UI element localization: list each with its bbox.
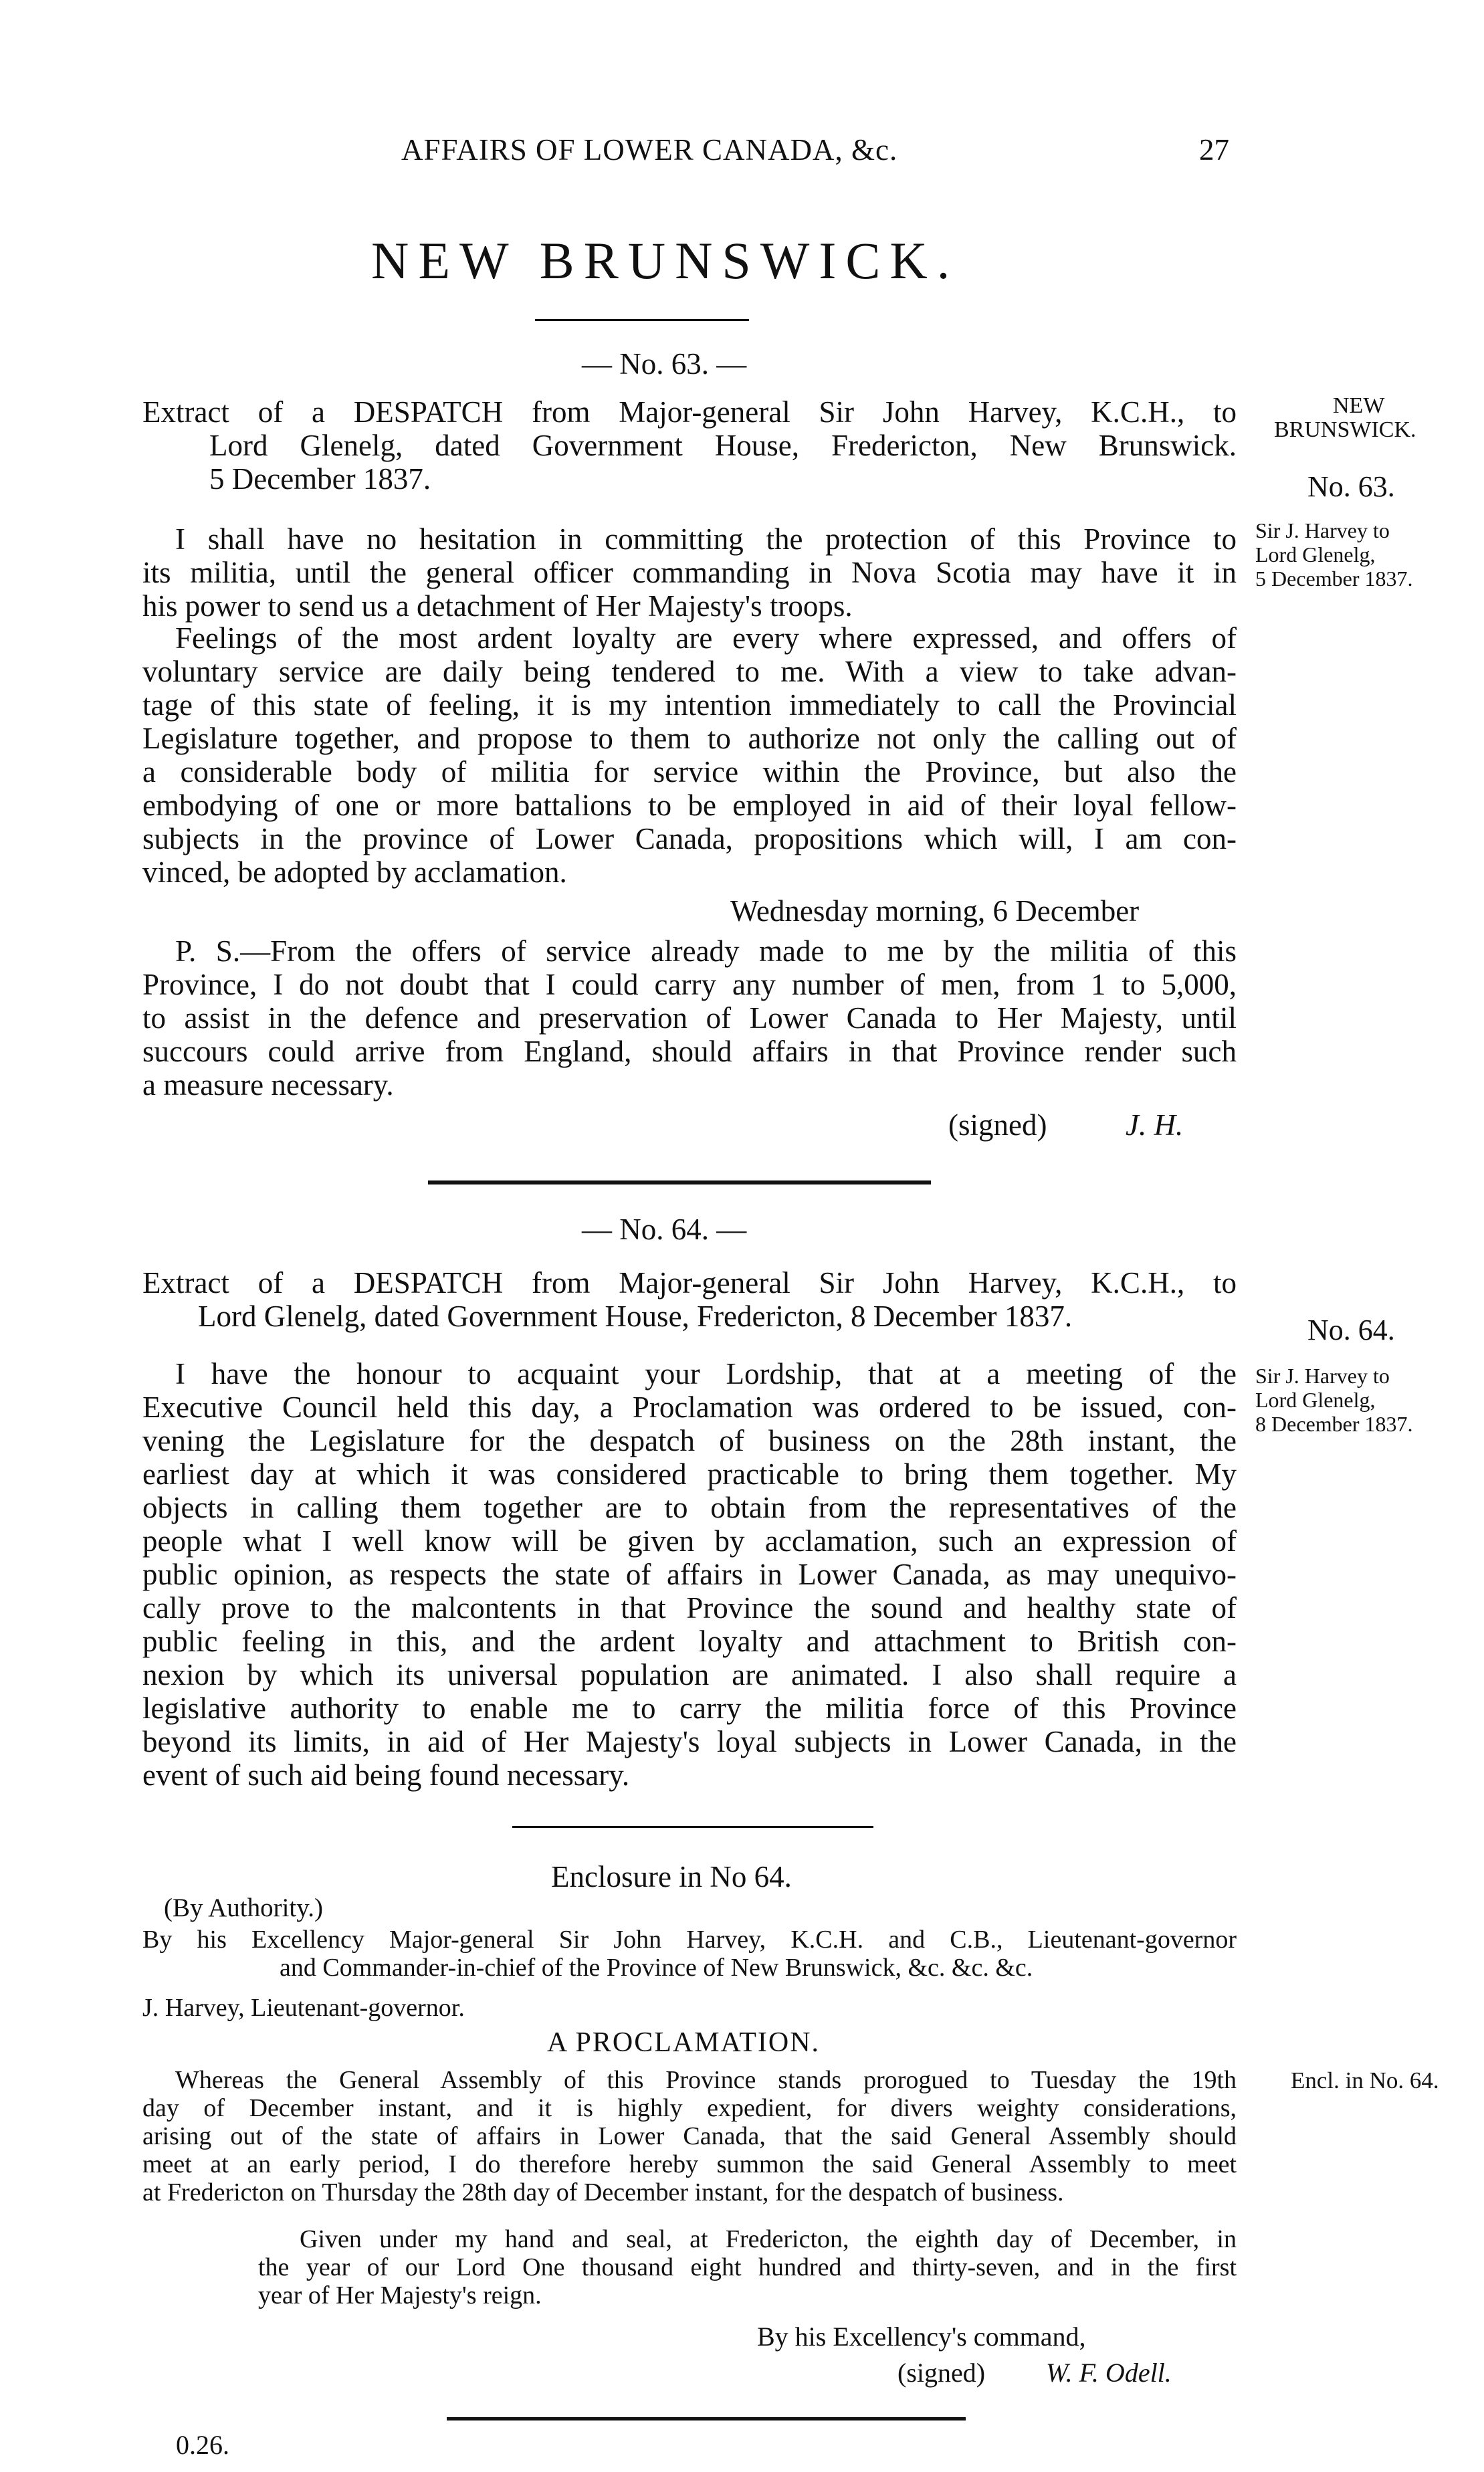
margin-number-64: No. 64. [1307, 1314, 1395, 1346]
section-title: NEW BRUNSWICK. [371, 231, 960, 290]
by-authority: (By Authority.) [164, 1893, 323, 1922]
text-line: at Fredericton on Thursday the 28th day of December instant, for the despatch of business. [142, 2178, 1064, 2206]
enclosure-signatory: J. Harvey, Lieutenant-governor. [142, 1994, 465, 2022]
text-line: vinced, be adopted by acclamation. [142, 855, 567, 889]
margin-note-enclosure: Encl. in No. 64. [1291, 2067, 1439, 2093]
despatch-63-number: — No. 63. — [582, 347, 747, 381]
despatch-64-heading-line-1: Extract of a DESPATCH from Major-general Sir John Harvey, K.C.H., to [142, 1266, 1237, 1300]
margin-note-64-line-1: Sir J. Harvey to [1255, 1364, 1390, 1388]
footer-rule [447, 2417, 966, 2420]
text-line: year of Her Majesty's reign. [258, 2281, 542, 2309]
by-line-2: and Commander-in-chief of the Province of New Brunswick, &c. &c. &c. [280, 1954, 1033, 1982]
text-line: beyond its limits, in aid of Her Majesty's loyal subjects in Lower Canada, in the [142, 1725, 1237, 1758]
text-line: event of such aid being found necessary. [142, 1758, 630, 1792]
title-rule [535, 319, 749, 321]
by-line-1: By his Excellency Major-general Sir John Harvey, K.C.H. and C.B., Lieutenant-governor [142, 1926, 1237, 1954]
text-line: Executive Council held this day, a Proclamation was ordered to be issued, con- [142, 1390, 1237, 1424]
text-line: earliest day at which it was considered practicable to bring them together. My [142, 1457, 1237, 1491]
text-line: people what I well know will be given by acclamation, such an expression of [142, 1524, 1237, 1558]
despatch-63-dateline: Wednesday morning, 6 December [730, 894, 1140, 928]
text-line: cally prove to the malcontents in that Province the sound and healthy state of [142, 1591, 1237, 1625]
text-line: P. S.—From the offers of service already made to me by the militia of this [175, 934, 1237, 968]
despatch-63-heading-line-3: 5 December 1837. [209, 462, 431, 496]
text-line: public opinion, as respects the state of affairs in Lower Canada, as may unequivo- [142, 1558, 1237, 1591]
text-line: arising out of the state of affairs in Lower Canada, that the said General Assembly should [142, 2122, 1237, 2150]
running-title: AFFAIRS OF LOWER CANADA, &c. [401, 133, 898, 167]
text-line: a measure necessary. [142, 1068, 394, 1102]
text-line: legislative authority to enable me to carry the militia force of this Province [142, 1691, 1237, 1725]
text-line: public feeling in this, and the ardent loyalty and attachment to British con- [142, 1625, 1237, 1658]
margin-number-63: No. 63. [1307, 470, 1395, 503]
enclosure-signature: W. F. Odell. [1046, 2358, 1172, 2388]
text-line: objects in calling them together are to obtain from the representatives of the [142, 1491, 1237, 1524]
despatch-63-signed-label: (signed) [948, 1108, 1047, 1142]
text-line: I have the honour to acquaint your Lordship, that at a meeting of the [175, 1357, 1237, 1390]
despatch-64-heading-line-2: Lord Glenelg, dated Government House, Fredericton, 8 December 1837. [198, 1300, 1073, 1333]
text-line: nexion by which its universal population are animated. I also shall require a [142, 1658, 1237, 1691]
text-line: succours could arrive from England, should affairs in that Province render such [142, 1035, 1237, 1068]
despatch-64-number: — No. 64. — [582, 1213, 747, 1246]
despatch-63-heading-line-2: Lord Glenelg, dated Government House, Fredericton, New Brunswick. [209, 429, 1237, 462]
text-line: its militia, until the general officer commanding in Nova Scotia may have it in [142, 556, 1237, 589]
text-line: Whereas the General Assembly of this Province stands prorogued to Tuesday the 19th [175, 2066, 1237, 2094]
text-line: vening the Legislature for the despatch of business on the 28th instant, the [142, 1424, 1237, 1457]
text-line: Feelings of the most ardent loyalty are every where expressed, and offers of [175, 621, 1237, 655]
text-line: the year of our Lord One thousand eight hundred and thirty-seven, and in the first [258, 2253, 1237, 2281]
despatch-63-heading-line-1: Extract of a DESPATCH from Major-general Sir John Harvey, K.C.H., to [142, 395, 1237, 429]
margin-note-64-line-3: 8 December 1837. [1255, 1412, 1413, 1436]
folio-number: 0.26. [176, 2430, 229, 2460]
margin-note-64-line-2: Lord Glenelg, [1255, 1388, 1376, 1412]
text-line: meet at an early period, I do therefore hereby summon the said General Assembly to meet [142, 2150, 1237, 2178]
enclosure-rule [512, 1826, 873, 1828]
text-line: a considerable body of militia for service within the Province, but also the [142, 755, 1237, 789]
text-line: to assist in the defence and preservation of Lower Canada to Her Majesty, until [142, 1001, 1237, 1035]
text-line: his power to send us a detachment of Her Majesty's troops. [142, 589, 853, 623]
text-line: tage of this state of feeling, it is my intention immediately to call the Provincial [142, 688, 1237, 722]
margin-note-63-line-2: Lord Glenelg, [1255, 542, 1376, 566]
text-line: subjects in the province of Lower Canada, propositions which will, I am con- [142, 822, 1237, 855]
margin-note-63-line-1: Sir J. Harvey to [1255, 518, 1390, 542]
text-line: Given under my hand and seal, at Fredericton, the eighth day of December, in [300, 2225, 1237, 2253]
text-line: embodying of one or more battalions to be employed in aid of their loyal fellow- [142, 789, 1237, 822]
enclosure-title: Enclosure in No 64. [551, 1860, 792, 1893]
text-line: Province, I do not doubt that I could carry any number of men, from 1 to 5,000, [142, 968, 1237, 1001]
text-line: I shall have no hesitation in committing the protection of this Province to [175, 522, 1237, 556]
text-line: Legislature together, and propose to them to authorize not only the calling out of [142, 722, 1237, 755]
text-line: voluntary service are daily being tendered to me. With a view to take advan- [142, 655, 1237, 688]
margin-province-line-2: BRUNSWICK. [1274, 417, 1416, 442]
proclamation-title: A PROCLAMATION. [547, 2027, 821, 2058]
section-rule [428, 1180, 931, 1184]
enclosure-signed-label: (signed) [897, 2358, 986, 2388]
margin-note-63-line-3: 5 December 1837. [1255, 566, 1413, 591]
excellency-command: By his Excellency's command, [757, 2322, 1086, 2352]
text-line: day of December instant, and it is highly expedient, for divers weighty considerations, [142, 2094, 1237, 2122]
despatch-63-signature: J. H. [1126, 1108, 1184, 1142]
margin-province-line-1: NEW [1333, 393, 1385, 418]
page-number: 27 [1199, 133, 1229, 167]
